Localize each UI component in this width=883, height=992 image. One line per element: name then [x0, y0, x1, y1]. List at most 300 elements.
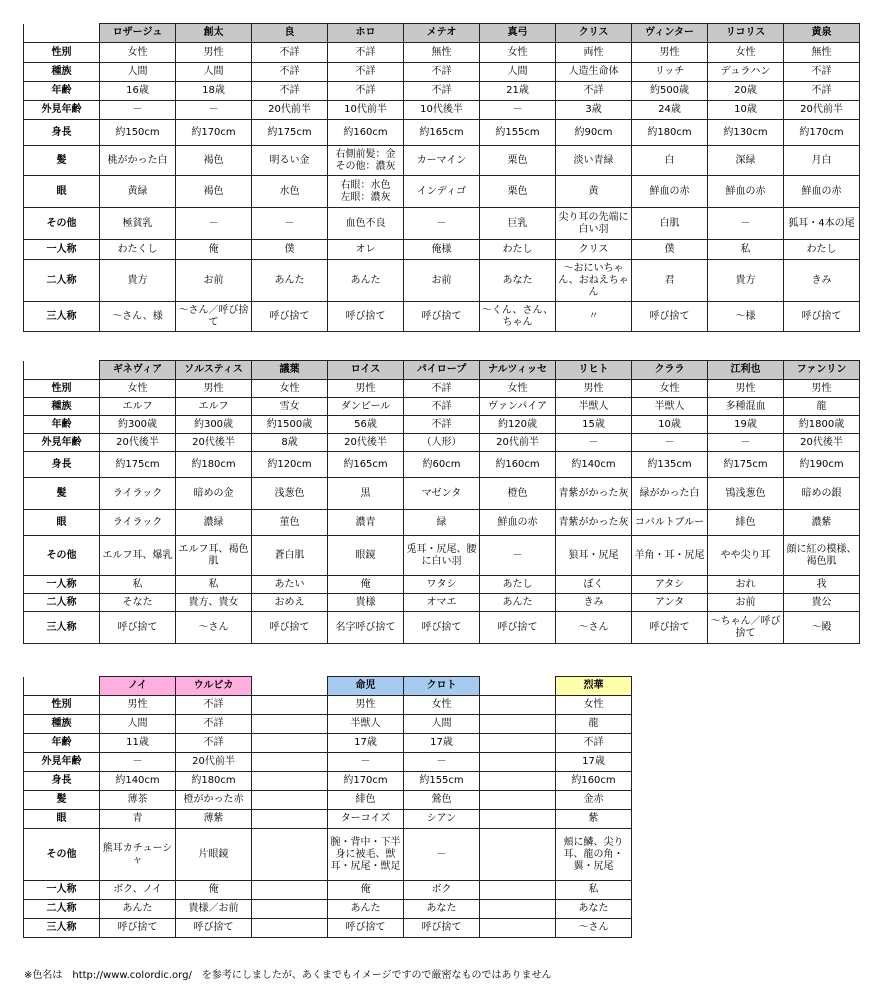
row-label: 二人称 [24, 594, 100, 612]
attribute-cell: 男性 [328, 380, 404, 398]
attribute-cell: 半獣人 [632, 398, 708, 416]
attribute-row [24, 63, 860, 82]
row-label: 年齢 [24, 734, 100, 753]
attribute-cell: 濃紫 [784, 510, 860, 536]
row-label: 髪 [24, 791, 100, 810]
spacer-cell [480, 881, 556, 900]
attribute-cell: 約165cm [404, 120, 480, 146]
attribute-cell: 血色不良 [328, 208, 404, 240]
attribute-cell: オレ [328, 240, 404, 260]
attribute-cell: 極貧乳 [100, 208, 176, 240]
attribute-cell: 羊角・耳・尻尾 [632, 536, 708, 576]
attribute-cell: － [708, 208, 784, 240]
attribute-cell: 半獣人 [328, 715, 404, 734]
attribute-cell: 桃がかった白 [100, 146, 176, 176]
character-table-1 [23, 23, 860, 332]
row-label: 髪 [24, 478, 100, 510]
attribute-cell: あんた [328, 900, 404, 919]
attribute-cell: 我 [784, 576, 860, 594]
attribute-cell: 呼び捨て [252, 302, 328, 332]
row-label: 外見年齢 [24, 434, 100, 452]
attribute-cell: 20代前半 [176, 753, 252, 772]
attribute-cell: 月白 [784, 146, 860, 176]
character-name: ノイ [100, 677, 176, 696]
attribute-cell: ～さん／呼び捨て [176, 302, 252, 332]
attribute-cell: － [708, 434, 784, 452]
spacer-cell [480, 829, 556, 881]
spacer-column [480, 677, 556, 696]
character-name: リヒト [556, 361, 632, 380]
character-name: 烈華 [556, 677, 632, 696]
attribute-cell: 18歳 [176, 82, 252, 101]
attribute-cell: お前 [404, 260, 480, 302]
attribute-cell: 8歳 [252, 434, 328, 452]
attribute-cell: インディゴ [404, 176, 480, 208]
attribute-cell: 約175cm [708, 452, 784, 478]
attribute-cell: 20代前半 [784, 101, 860, 120]
attribute-cell: おれ [708, 576, 784, 594]
attribute-cell: 呼び捨て [100, 919, 176, 938]
attribute-row [24, 434, 860, 452]
character-name: クララ [632, 361, 708, 380]
attribute-cell: 不詳 [176, 696, 252, 715]
attribute-cell: 約170cm [328, 772, 404, 791]
attribute-cell: ライラック [100, 478, 176, 510]
attribute-cell: 私 [176, 576, 252, 594]
attribute-cell: 青紫がかった灰 [556, 510, 632, 536]
spacer-cell [480, 900, 556, 919]
attribute-cell: 半獣人 [556, 398, 632, 416]
row-label: 身長 [24, 120, 100, 146]
spacer-cell [480, 810, 556, 829]
header-corner [24, 677, 100, 696]
attribute-cell: 緋色 [708, 510, 784, 536]
attribute-cell: 約180cm [176, 452, 252, 478]
attribute-cell: 私 [708, 240, 784, 260]
attribute-row [24, 416, 860, 434]
attribute-cell: アンタ [632, 594, 708, 612]
spacer-cell [252, 829, 328, 881]
attribute-cell: マゼンタ [404, 478, 480, 510]
row-label: 性別 [24, 43, 100, 63]
attribute-cell: 呼び捨て [632, 302, 708, 332]
attribute-cell: 呼び捨て [328, 302, 404, 332]
attribute-row [24, 302, 860, 332]
attribute-cell: 女性 [556, 696, 632, 715]
attribute-cell: 男性 [556, 380, 632, 398]
attribute-cell: 鮮血の赤 [708, 176, 784, 208]
attribute-cell: 約500歳 [632, 82, 708, 101]
attribute-cell: 緑 [404, 510, 480, 536]
attribute-cell: 男性 [176, 43, 252, 63]
attribute-cell: おめえ [252, 594, 328, 612]
attribute-cell: 約175cm [252, 120, 328, 146]
character-name: 黄泉 [784, 24, 860, 43]
attribute-cell: 約180cm [632, 120, 708, 146]
attribute-cell: 11歳 [100, 734, 176, 753]
row-label: 眼 [24, 510, 100, 536]
row-label: 眼 [24, 176, 100, 208]
attribute-cell: 約170cm [176, 120, 252, 146]
attribute-cell: 約1500歳 [252, 416, 328, 434]
spacer-cell [252, 881, 328, 900]
character-name: ファンリン [784, 361, 860, 380]
attribute-cell: エルフ [176, 398, 252, 416]
attribute-cell: 僕 [632, 240, 708, 260]
spacer-cell [252, 715, 328, 734]
spacer-cell [252, 734, 328, 753]
attribute-cell: 16歳 [100, 82, 176, 101]
row-label: 性別 [24, 696, 100, 715]
spacer-column [252, 677, 328, 696]
attribute-cell: 俺 [328, 576, 404, 594]
attribute-cell: あなた [556, 900, 632, 919]
character-name: 真弓 [480, 24, 556, 43]
character-name: 創太 [176, 24, 252, 43]
attribute-cell: 浅葱色 [252, 478, 328, 510]
attribute-cell: 女性 [480, 43, 556, 63]
attribute-cell: あたい [252, 576, 328, 594]
attribute-cell: エルフ耳、褐色肌 [176, 536, 252, 576]
attribute-cell: ～さん、様 [100, 302, 176, 332]
attribute-row [24, 260, 860, 302]
attribute-cell: 女性 [252, 380, 328, 398]
row-label: 三人称 [24, 302, 100, 332]
attribute-cell: 約60cm [404, 452, 480, 478]
attribute-cell: 貴方 [708, 260, 784, 302]
row-label: 一人称 [24, 576, 100, 594]
attribute-row [24, 810, 632, 829]
character-name: リコリス [708, 24, 784, 43]
attribute-cell: （人形） [404, 434, 480, 452]
attribute-cell: 女性 [100, 43, 176, 63]
character-name: ヴィンター [632, 24, 708, 43]
attribute-cell: 鴇浅葱色 [708, 478, 784, 510]
attribute-cell: 10歳 [632, 416, 708, 434]
attribute-cell: 深緑 [708, 146, 784, 176]
attribute-cell: 薄紫 [176, 810, 252, 829]
attribute-cell: 約300歳 [100, 416, 176, 434]
attribute-cell: 顔に紅の模様、褐色肌 [784, 536, 860, 576]
attribute-row [24, 536, 860, 576]
attribute-row [24, 43, 860, 63]
spacer-cell [480, 734, 556, 753]
attribute-cell: 栗色 [480, 146, 556, 176]
row-label: 三人称 [24, 612, 100, 644]
attribute-cell: そなた [100, 594, 176, 612]
attribute-row [24, 715, 632, 734]
attribute-cell: 俺 [328, 881, 404, 900]
attribute-cell: － [404, 829, 480, 881]
attribute-cell: 俺 [176, 881, 252, 900]
attribute-cell: 約90cm [556, 120, 632, 146]
attribute-cell: 17歳 [328, 734, 404, 753]
attribute-cell: 貴方、貴女 [176, 594, 252, 612]
attribute-cell: 貴公 [784, 594, 860, 612]
attribute-cell: 君 [632, 260, 708, 302]
attribute-cell: 右側前髪：金 その他：濃灰 [328, 146, 404, 176]
attribute-cell: 人間 [404, 715, 480, 734]
attribute-cell: 褐色 [176, 146, 252, 176]
attribute-cell: － [328, 753, 404, 772]
spacer-cell [480, 753, 556, 772]
attribute-cell: 橙がかった赤 [176, 791, 252, 810]
attribute-cell: お前 [708, 594, 784, 612]
attribute-cell: 俺様 [404, 240, 480, 260]
attribute-cell: － [480, 101, 556, 120]
attribute-cell: ～くん、さん、ちゃん [480, 302, 556, 332]
character-name: ソルスティス [176, 361, 252, 380]
attribute-cell: 19歳 [708, 416, 784, 434]
attribute-cell: 男性 [100, 696, 176, 715]
attribute-cell: 20代後半 [328, 434, 404, 452]
attribute-cell: 不詳 [556, 82, 632, 101]
attribute-cell: 20代後半 [176, 434, 252, 452]
attribute-row [24, 791, 632, 810]
row-label: 外見年齢 [24, 753, 100, 772]
attribute-cell: 約170cm [784, 120, 860, 146]
attribute-cell: 10代前半 [328, 101, 404, 120]
attribute-cell: 緋色 [328, 791, 404, 810]
spacer-cell [252, 772, 328, 791]
attribute-cell: 不詳 [328, 63, 404, 82]
attribute-cell: 呼び捨て [404, 919, 480, 938]
row-label: 一人称 [24, 240, 100, 260]
attribute-cell: 呼び捨て [480, 612, 556, 644]
attribute-cell: 人間 [480, 63, 556, 82]
spacer-cell [252, 791, 328, 810]
attribute-cell: 約140cm [556, 452, 632, 478]
attribute-cell: 約1800歳 [784, 416, 860, 434]
character-name: ギネヴィア [100, 361, 176, 380]
attribute-cell: 熊耳カチューシャ [100, 829, 176, 881]
row-label: 種族 [24, 63, 100, 82]
attribute-cell: 不詳 [404, 82, 480, 101]
attribute-cell: ～殿 [784, 612, 860, 644]
attribute-cell: 暗めの銀 [784, 478, 860, 510]
attribute-cell: 不詳 [404, 380, 480, 398]
attribute-cell: － [176, 208, 252, 240]
attribute-cell: 呼び捨て [784, 302, 860, 332]
attribute-cell: 金赤 [556, 791, 632, 810]
attribute-cell: 淡い青緑 [556, 146, 632, 176]
row-label: 種族 [24, 715, 100, 734]
attribute-cell: 女性 [632, 380, 708, 398]
attribute-cell: 狐耳・4本の尾 [784, 208, 860, 240]
attribute-row [24, 734, 632, 753]
attribute-cell: 私 [556, 881, 632, 900]
attribute-cell: 約180cm [176, 772, 252, 791]
attribute-cell: あなた [480, 260, 556, 302]
attribute-cell: － [480, 536, 556, 576]
attribute-cell: 女性 [100, 380, 176, 398]
attribute-row [24, 380, 860, 398]
attribute-row [24, 919, 632, 938]
attribute-cell: 黒 [328, 478, 404, 510]
attribute-cell: 貴様 [328, 594, 404, 612]
row-label: 種族 [24, 398, 100, 416]
attribute-cell: 呼び捨て [328, 919, 404, 938]
footnote: ※色名は http://www.colordic.org/ を参考にしましたが、あくまでもイメージですので厳密なものではありません [24, 970, 552, 981]
attribute-cell: － [252, 208, 328, 240]
attribute-cell: 女性 [404, 696, 480, 715]
character-name: ナルツィッセ [480, 361, 556, 380]
attribute-cell: 尖り耳の先端に白い羽 [556, 208, 632, 240]
attribute-cell: 雪女 [252, 398, 328, 416]
attribute-cell: 不詳 [328, 82, 404, 101]
attribute-cell: 狼耳・尻尾 [556, 536, 632, 576]
attribute-cell: ターコイズ [328, 810, 404, 829]
attribute-row [24, 146, 860, 176]
attribute-row [24, 176, 860, 208]
attribute-cell: － [100, 101, 176, 120]
attribute-cell: 3歳 [556, 101, 632, 120]
attribute-cell: 男性 [328, 696, 404, 715]
attribute-cell: 〃 [556, 302, 632, 332]
attribute-cell: 頬に鱗、尖り耳、龍の角・翼・尻尾 [556, 829, 632, 881]
attribute-cell: 約135cm [632, 452, 708, 478]
spacer-cell [480, 919, 556, 938]
attribute-cell: 約175cm [100, 452, 176, 478]
attribute-cell: 人間 [176, 63, 252, 82]
attribute-row [24, 829, 632, 881]
attribute-row [24, 900, 632, 919]
attribute-cell: 不詳 [404, 63, 480, 82]
attribute-cell: 暗めの金 [176, 478, 252, 510]
attribute-cell: 20歳 [708, 82, 784, 101]
attribute-cell: クリス [556, 240, 632, 260]
attribute-cell: 不詳 [176, 734, 252, 753]
attribute-row [24, 576, 860, 594]
attribute-cell: わたし [480, 240, 556, 260]
attribute-cell: 24歳 [632, 101, 708, 120]
attribute-cell: 水色 [252, 176, 328, 208]
attribute-cell: － [632, 434, 708, 452]
row-label: その他 [24, 536, 100, 576]
attribute-cell: 呼び捨て [632, 612, 708, 644]
attribute-cell: ダンピール [328, 398, 404, 416]
row-label: 身長 [24, 452, 100, 478]
attribute-cell: 人造生命体 [556, 63, 632, 82]
attribute-cell: 男性 [708, 380, 784, 398]
attribute-cell: 約160cm [556, 772, 632, 791]
attribute-row [24, 240, 860, 260]
attribute-cell: あんた [480, 594, 556, 612]
attribute-cell: 不詳 [784, 82, 860, 101]
attribute-cell: ヴァンパイア [480, 398, 556, 416]
attribute-cell: 不詳 [252, 63, 328, 82]
attribute-cell: リッチ [632, 63, 708, 82]
attribute-cell: 不詳 [784, 63, 860, 82]
attribute-cell: 不詳 [176, 715, 252, 734]
spacer-cell [252, 900, 328, 919]
attribute-cell: 約140cm [100, 772, 176, 791]
attribute-cell: 黄緑 [100, 176, 176, 208]
attribute-cell: 兎耳・尻尾、腰に白い羽 [404, 536, 480, 576]
attribute-cell: 不詳 [328, 43, 404, 63]
attribute-cell: 濃緑 [176, 510, 252, 536]
attribute-cell: 約130cm [708, 120, 784, 146]
attribute-cell: 呼び捨て [404, 302, 480, 332]
row-label: 身長 [24, 772, 100, 791]
row-label: 外見年齢 [24, 101, 100, 120]
row-label: その他 [24, 208, 100, 240]
attribute-cell: 17歳 [404, 734, 480, 753]
attribute-cell: 紫 [556, 810, 632, 829]
attribute-cell: 約160cm [328, 120, 404, 146]
attribute-row [24, 594, 860, 612]
attribute-cell: エルフ [100, 398, 176, 416]
attribute-row [24, 398, 860, 416]
character-name: パイロープ [404, 361, 480, 380]
attribute-cell: 龍 [784, 398, 860, 416]
attribute-cell: 眼鏡 [328, 536, 404, 576]
attribute-cell: ～さん [556, 612, 632, 644]
row-label: 二人称 [24, 900, 100, 919]
attribute-cell: やや尖り耳 [708, 536, 784, 576]
attribute-cell: 約120歳 [480, 416, 556, 434]
attribute-cell: ～様 [708, 302, 784, 332]
attribute-cell: ぼく [556, 576, 632, 594]
attribute-cell: きみ [556, 594, 632, 612]
attribute-cell: － [556, 434, 632, 452]
character-name: 議葉 [252, 361, 328, 380]
attribute-cell: 不詳 [556, 734, 632, 753]
attribute-cell: 多種混血 [708, 398, 784, 416]
attribute-cell: アタシ [632, 576, 708, 594]
attribute-cell: 栗色 [480, 176, 556, 208]
attribute-cell: 呼び捨て [176, 919, 252, 938]
attribute-cell: 女性 [480, 380, 556, 398]
character-name: 良 [252, 24, 328, 43]
attribute-cell: 白 [632, 146, 708, 176]
attribute-row [24, 510, 860, 536]
attribute-cell: わたくし [100, 240, 176, 260]
attribute-cell: シアン [404, 810, 480, 829]
attribute-cell: あなた [404, 900, 480, 919]
attribute-cell: コバルトブルー [632, 510, 708, 536]
attribute-cell: 黄 [556, 176, 632, 208]
attribute-cell: ワタシ [404, 576, 480, 594]
attribute-cell: わたし [784, 240, 860, 260]
attribute-cell: 約155cm [480, 120, 556, 146]
attribute-cell: お前 [176, 260, 252, 302]
attribute-cell: 20代前半 [252, 101, 328, 120]
spacer-cell [252, 696, 328, 715]
attribute-cell: 鮮血の赤 [632, 176, 708, 208]
spacer-cell [480, 791, 556, 810]
attribute-cell: 15歳 [556, 416, 632, 434]
row-label: 年齢 [24, 416, 100, 434]
row-label: 髪 [24, 146, 100, 176]
attribute-cell: ～さん [556, 919, 632, 938]
attribute-cell: カーマイン [404, 146, 480, 176]
attribute-cell: － [404, 208, 480, 240]
attribute-cell: 不詳 [252, 82, 328, 101]
attribute-cell: 不詳 [404, 416, 480, 434]
attribute-cell: 緑がかった白 [632, 478, 708, 510]
attribute-cell: 俺 [176, 240, 252, 260]
attribute-cell: 褐色 [176, 176, 252, 208]
attribute-cell: 貴様／お前 [176, 900, 252, 919]
attribute-cell: 薄茶 [100, 791, 176, 810]
spacer-cell [252, 753, 328, 772]
attribute-cell: 私 [100, 576, 176, 594]
attribute-row [24, 452, 860, 478]
attribute-cell: 20代後半 [100, 434, 176, 452]
attribute-cell: 女性 [708, 43, 784, 63]
attribute-cell: ～ちゃん／呼び捨て [708, 612, 784, 644]
